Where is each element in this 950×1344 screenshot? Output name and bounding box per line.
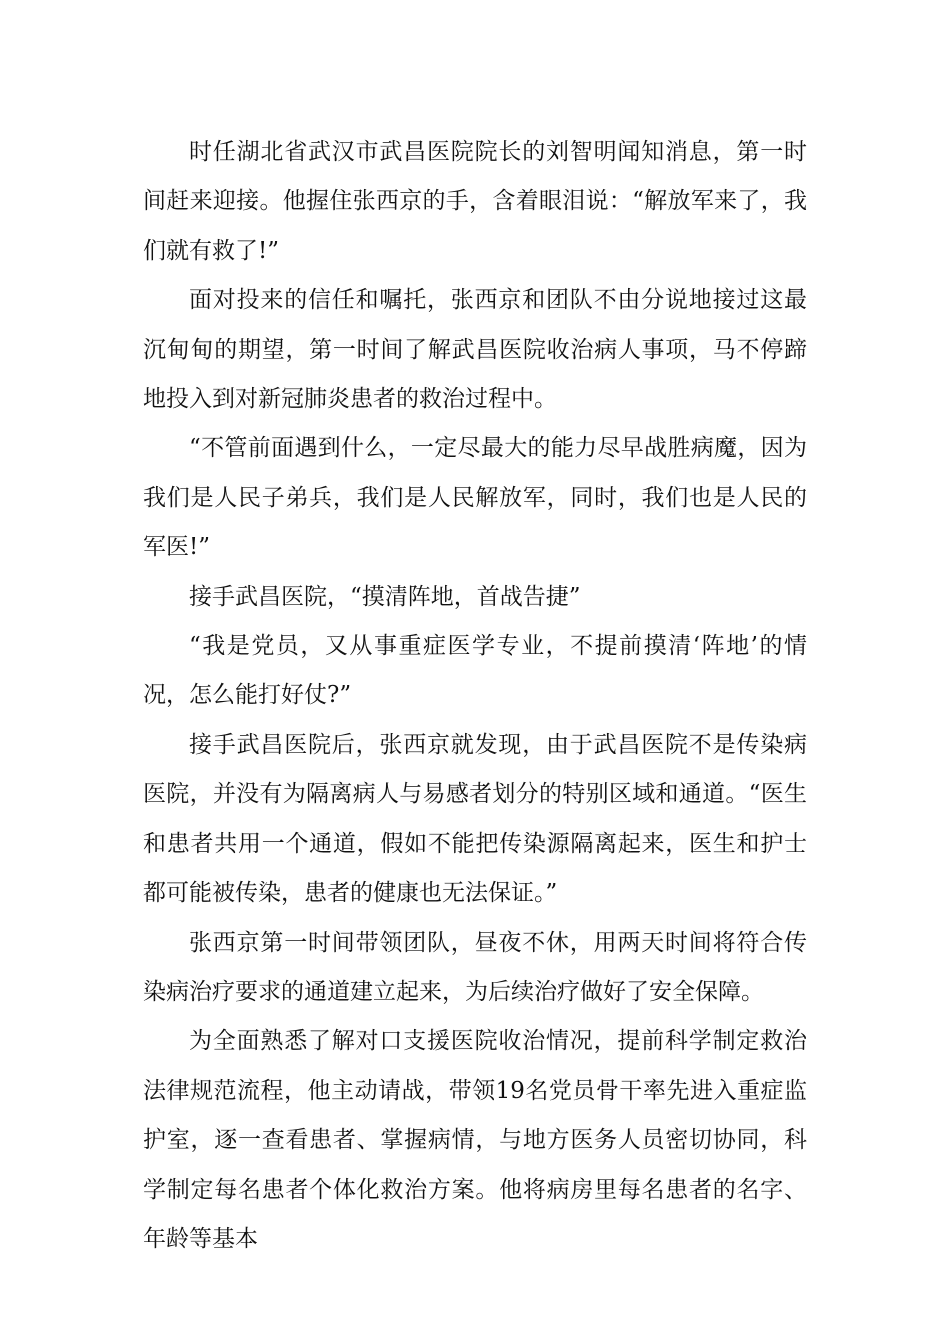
document-body bbox=[143, 128, 807, 1264]
paragraph-2: 面对投来的信任和嘱托，张西京和团队不由分说地接过这最沉甸甸的期望，第一时间了解武昌医院收治病人事项，马不停蹄地投入到对新冠肺炎患者的救治过程中。 bbox=[143, 287, 807, 413]
paragraph-7: 张西京第一时间带领团队，昼夜不休，用两天时间将符合传染病治疗要求的通道建立起来，为后续治疗做好了安全保障。 bbox=[143, 929, 807, 1005]
paragraph-1: 时任湖北省武汉市武昌医院院长的刘智明闻知消息，第一时间赶来迎接。他握住张西京的手，含着眼泪说：“解放军来了，我们就有救了!” bbox=[143, 139, 807, 264]
paragraph-3: “不管前面遇到什么，一定尽最大的能力尽早战胜病魔，因为我们是人民子弟兵，我们是人民解放军，同时，我们也是人民的军医!” bbox=[143, 435, 807, 561]
paragraph-5: “我是党员，又从事重症医学专业，不提前摸清‘阵地’的情况，怎么能打好仗?” bbox=[143, 633, 807, 709]
paragraph-8: 为全面熟悉了解对口支援医院收治情况，提前科学制定救治法律规范流程，他主动请战，带领19名党员骨干率先进入重症监护室，逐一查看患者、掌握病情，与地方医务人员密切协同，科学制定每名患者个体化救治方案。他将病房里每名患者的名字、年龄等基本 bbox=[143, 1028, 807, 1252]
paragraph-6: 接手武昌医院后，张西京就发现，由于武昌医院不是传染病医院，并没有为隔离病人与易感者划分的特别区域和通道。“医生和患者共用一个通道，假如不能把传染源隔离起来，医生和护士都可能被传染，患者的健康也无法保证。” bbox=[143, 731, 807, 907]
section-heading: 接手武昌医院，“摸清阵地，首战告捷” bbox=[189, 583, 581, 610]
